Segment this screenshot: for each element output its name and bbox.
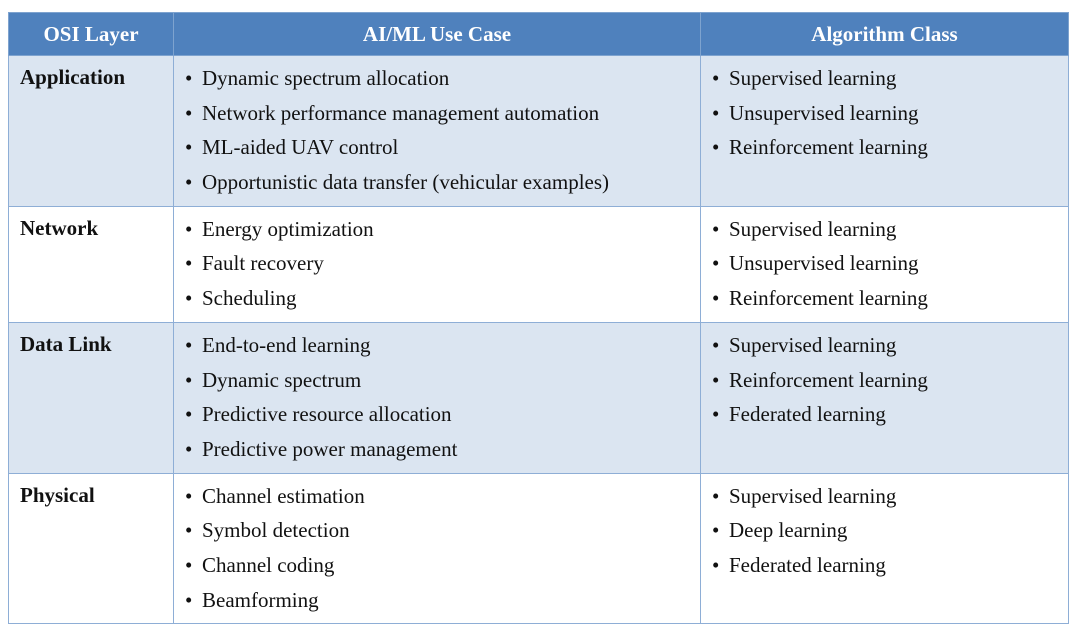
layer-cell: Network bbox=[9, 206, 174, 322]
list-item bbox=[185, 283, 700, 318]
bullet-icon: • bbox=[712, 483, 720, 508]
list-item-text: Supervised learning bbox=[729, 483, 897, 508]
table-header bbox=[9, 13, 1069, 56]
list-item-text: ML-aided UAV control bbox=[202, 135, 399, 160]
layer-cell: Application bbox=[9, 56, 174, 207]
list-item-text: Deep learning bbox=[729, 518, 848, 543]
list-item-text: Unsupervised learning bbox=[729, 251, 919, 276]
list-item bbox=[185, 550, 700, 585]
list-item-text: Predictive resource allocation bbox=[202, 402, 452, 427]
list-item-text: Symbol detection bbox=[202, 518, 350, 543]
algorithm-list bbox=[701, 323, 1068, 438]
list-item-text: Supervised learning bbox=[729, 332, 897, 357]
list-item-text: Reinforcement learning bbox=[729, 367, 928, 392]
list-item bbox=[712, 283, 1068, 318]
bullet-icon: • bbox=[185, 216, 193, 241]
bullet-icon: • bbox=[185, 251, 193, 276]
list-item bbox=[185, 481, 700, 516]
bullet-icon: • bbox=[712, 135, 720, 160]
bullet-icon: • bbox=[185, 66, 193, 90]
bullet-icon: • bbox=[185, 286, 193, 311]
bullet-icon: • bbox=[185, 552, 193, 577]
bullet-icon: • bbox=[712, 216, 720, 241]
bullet-icon: • bbox=[185, 587, 193, 612]
list-item bbox=[712, 481, 1068, 516]
list-item-text: Channel estimation bbox=[202, 483, 365, 508]
table-row-physical bbox=[9, 473, 1069, 624]
algorithm-cell bbox=[701, 473, 1069, 624]
use-case-cell bbox=[174, 56, 701, 207]
list-item bbox=[712, 132, 1068, 167]
list-item-text: Network performance management automation bbox=[202, 100, 600, 125]
osi-ai-ml-table bbox=[8, 12, 1069, 624]
bullet-icon: • bbox=[185, 170, 193, 195]
bullet-icon: • bbox=[712, 402, 720, 427]
table-row-data-link bbox=[9, 322, 1069, 473]
list-item bbox=[712, 214, 1068, 249]
list-item-text: Supervised learning bbox=[729, 66, 897, 90]
bullet-icon: • bbox=[185, 483, 193, 508]
bullet-icon: • bbox=[712, 100, 720, 125]
list-item bbox=[185, 248, 700, 283]
table-row-application bbox=[9, 56, 1069, 207]
list-item-text: Opportunistic data transfer (vehicular examples) bbox=[202, 170, 610, 195]
table-row-network bbox=[9, 206, 1069, 322]
use-case-cell bbox=[174, 473, 701, 624]
list-item bbox=[185, 399, 700, 434]
layer-cell: Physical bbox=[9, 473, 174, 624]
list-item bbox=[712, 98, 1068, 133]
bullet-icon: • bbox=[712, 552, 720, 577]
algorithm-list bbox=[701, 207, 1068, 322]
list-item-text: Energy optimization bbox=[202, 216, 374, 241]
list-item bbox=[712, 248, 1068, 283]
list-item bbox=[712, 330, 1068, 365]
use-case-cell bbox=[174, 206, 701, 322]
bullet-icon: • bbox=[185, 332, 193, 357]
algorithm-list bbox=[701, 474, 1068, 589]
bullet-icon: • bbox=[185, 100, 193, 125]
list-item bbox=[185, 132, 700, 167]
bullet-icon: • bbox=[712, 66, 720, 90]
list-item-text: Federated learning bbox=[729, 552, 886, 577]
header-row bbox=[9, 13, 1069, 56]
algorithm-cell bbox=[701, 56, 1069, 207]
algorithm-cell bbox=[701, 322, 1069, 473]
use-case-list bbox=[174, 474, 700, 624]
bullet-icon: • bbox=[712, 367, 720, 392]
list-item bbox=[185, 365, 700, 400]
list-item bbox=[712, 63, 1068, 98]
list-item-text: Scheduling bbox=[202, 286, 297, 311]
list-item bbox=[712, 365, 1068, 400]
list-item bbox=[185, 330, 700, 365]
list-item-text: Dynamic spectrum allocation bbox=[202, 66, 450, 90]
header-osi-layer: OSI Layer bbox=[9, 13, 174, 56]
list-item bbox=[712, 399, 1068, 434]
algorithm-list bbox=[701, 56, 1068, 171]
header-algorithm-class: Algorithm Class bbox=[701, 13, 1069, 56]
use-case-list bbox=[174, 207, 700, 322]
list-item-text: Reinforcement learning bbox=[729, 286, 928, 311]
list-item bbox=[185, 515, 700, 550]
list-item bbox=[185, 585, 700, 620]
list-item-text: End-to-end learning bbox=[202, 332, 371, 357]
layer-cell: Data Link bbox=[9, 322, 174, 473]
bullet-icon: • bbox=[712, 286, 720, 311]
algorithm-cell bbox=[701, 206, 1069, 322]
bullet-icon: • bbox=[185, 402, 193, 427]
bullet-icon: • bbox=[712, 251, 720, 276]
list-item bbox=[185, 98, 700, 133]
list-item bbox=[712, 550, 1068, 585]
list-item-text: Federated learning bbox=[729, 402, 886, 427]
list-item-text: Channel coding bbox=[202, 552, 335, 577]
list-item-text: Fault recovery bbox=[202, 251, 324, 276]
list-item-text: Supervised learning bbox=[729, 216, 897, 241]
list-item-text: Predictive power management bbox=[202, 436, 458, 461]
list-item bbox=[185, 214, 700, 249]
list-item bbox=[712, 515, 1068, 550]
list-item bbox=[185, 167, 700, 202]
bullet-icon: • bbox=[712, 518, 720, 543]
use-case-cell bbox=[174, 322, 701, 473]
list-item-text: Unsupervised learning bbox=[729, 100, 919, 125]
use-case-list bbox=[174, 56, 700, 206]
list-item-text: Dynamic spectrum bbox=[202, 367, 362, 392]
bullet-icon: • bbox=[185, 436, 193, 461]
table-container bbox=[8, 12, 1068, 624]
list-item bbox=[185, 434, 700, 469]
list-item bbox=[185, 63, 700, 98]
list-item-text: Beamforming bbox=[202, 587, 319, 612]
use-case-list bbox=[174, 323, 700, 473]
list-item-text: Reinforcement learning bbox=[729, 135, 928, 160]
table-body bbox=[9, 56, 1069, 624]
bullet-icon: • bbox=[185, 135, 193, 160]
bullet-icon: • bbox=[185, 367, 193, 392]
bullet-icon: • bbox=[712, 332, 720, 357]
header-use-case: AI/ML Use Case bbox=[174, 13, 701, 56]
bullet-icon: • bbox=[185, 518, 193, 543]
